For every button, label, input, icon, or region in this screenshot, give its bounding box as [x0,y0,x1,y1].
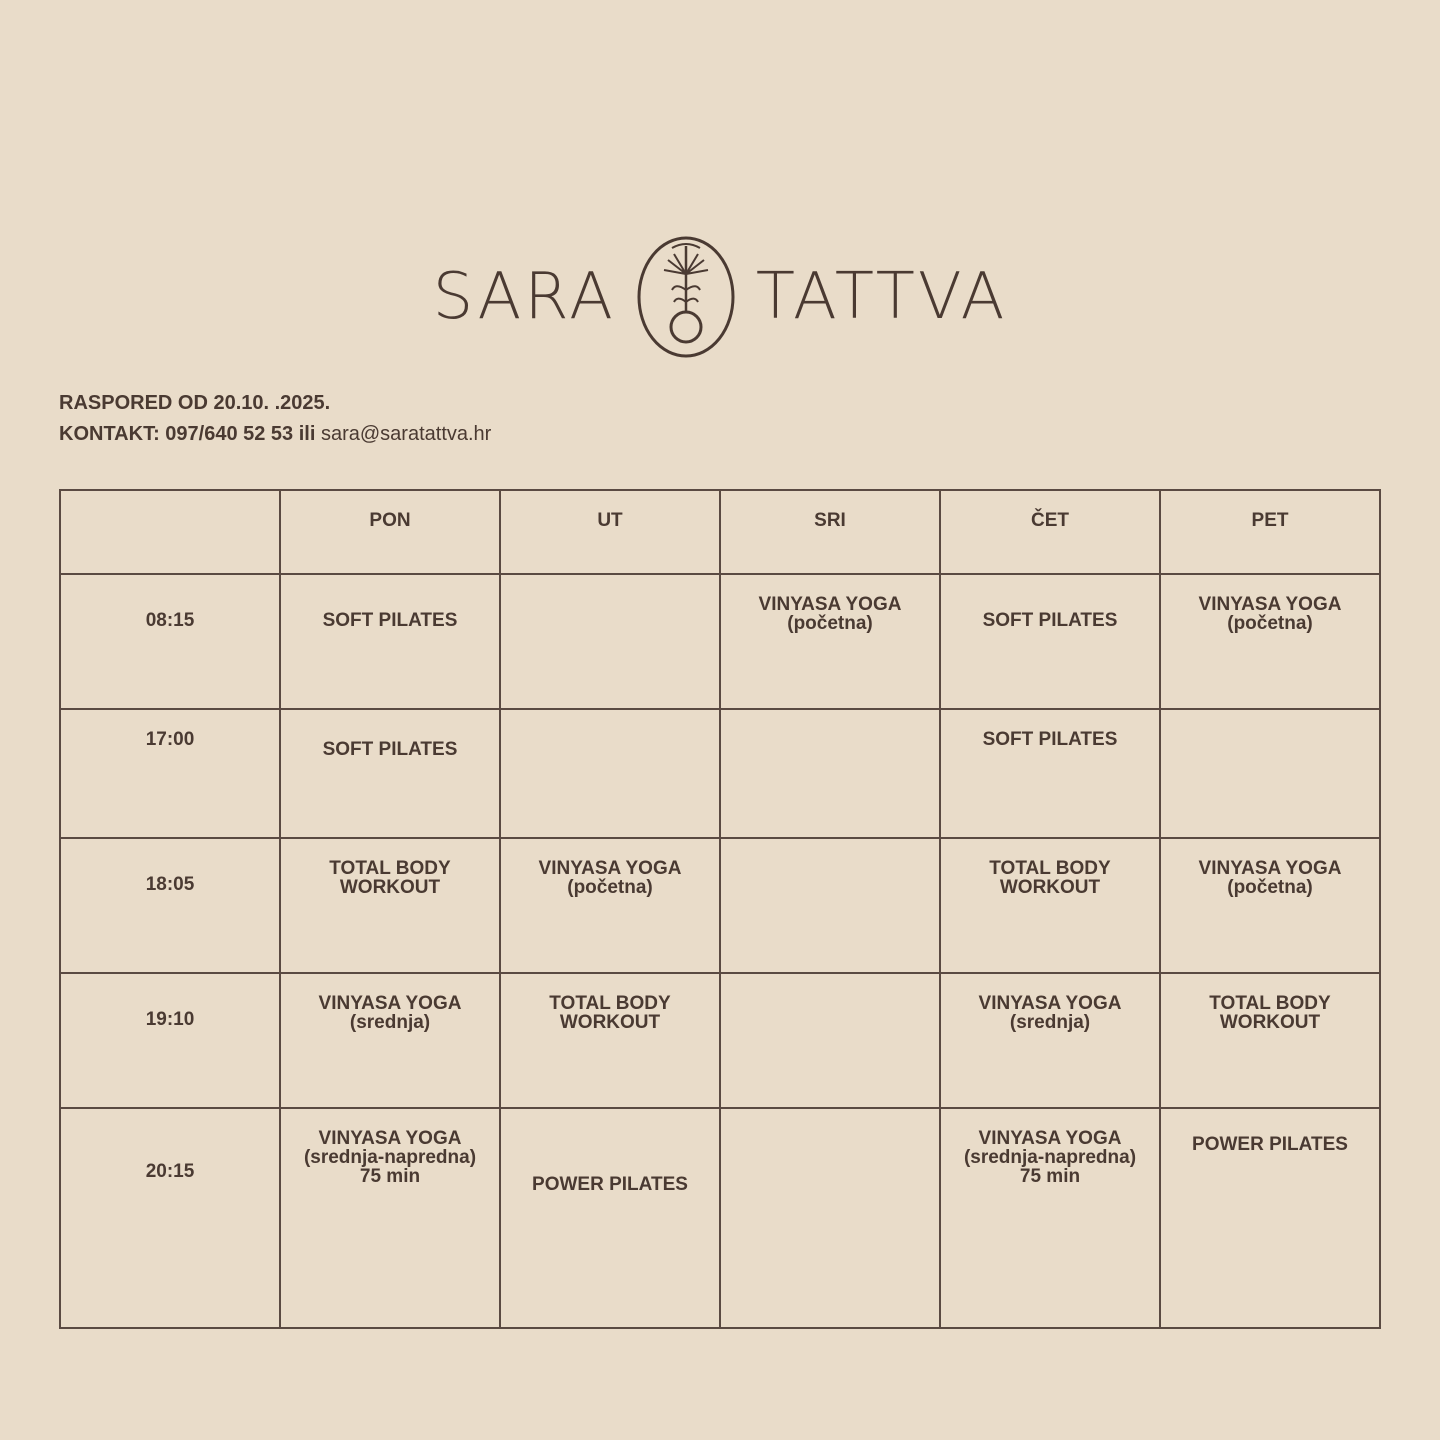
class-cell [280,709,500,838]
table-row [60,574,1380,709]
class-title: POWER PILATES [532,1174,688,1195]
class-level: WORKOUT [559,1012,661,1033]
class-cell [940,1108,1160,1328]
class-cell [500,709,720,838]
class-cell [500,574,720,709]
class-cell [720,574,940,709]
class-title: POWER PILATES [1192,1134,1348,1155]
class-cell [280,973,500,1108]
class-cell [940,838,1160,973]
class-title: TOTAL BODY [989,858,1111,879]
class-cell [500,838,720,973]
class-title: VINYASA YOGA [978,1128,1122,1149]
time-cell: 18:05 [60,838,280,973]
class-level: WORKOUT [339,877,441,898]
class-cell [720,973,940,1108]
table-row [60,838,1380,973]
class-duration: 75 min [1019,1166,1081,1187]
day-header: PET [1160,490,1380,574]
class-cell [940,973,1160,1108]
class-cell [720,1108,940,1328]
time-cell: 08:15 [60,574,280,709]
class-level: (početna) [787,613,873,634]
contact-label: KONTAKT: 097/640 52 53 ili [59,423,316,445]
time-cell: 20:15 [60,1108,280,1328]
class-cell [720,838,940,973]
class-cell [1160,709,1380,838]
class-title: VINYASA YOGA [758,594,902,615]
class-title: VINYASA YOGA [318,993,462,1014]
corner-cell [60,490,280,574]
class-title: SOFT PILATES [322,610,458,631]
table-header-row [60,490,1380,574]
contact-line [59,419,491,450]
class-title: SOFT PILATES [982,729,1118,750]
class-cell [1160,973,1380,1108]
class-level: (srednja-napredna) [303,1147,477,1168]
class-level: WORKOUT [999,877,1101,898]
class-cell [1160,838,1380,973]
class-cell [720,709,940,838]
class-title: VINYASA YOGA [318,1128,462,1149]
class-title: VINYASA YOGA [1198,594,1342,615]
class-title: TOTAL BODY [549,993,671,1014]
class-level: (srednja-napredna) [963,1147,1137,1168]
class-level: (početna) [567,877,653,898]
lotus-emblem-icon [634,234,738,360]
class-cell [280,1108,500,1328]
table-row [60,1108,1380,1328]
schedule-table [59,489,1381,1329]
class-title: SOFT PILATES [322,739,458,760]
class-cell [280,574,500,709]
contact-email: sara@saratattva.hr [320,423,492,445]
brand-name-left: SARA [432,260,616,334]
class-level: (srednja) [1009,1012,1091,1033]
class-cell [1160,1108,1380,1328]
class-level: (srednja) [349,1012,431,1033]
class-title: TOTAL BODY [329,858,451,879]
class-cell [940,709,1160,838]
class-cell [280,838,500,973]
schedule-date: RASPORED OD 20.10. .2025. [59,392,331,414]
class-cell [1160,574,1380,709]
brand-logo [0,232,1440,362]
table-row [60,973,1380,1108]
class-title: SOFT PILATES [982,610,1118,631]
day-header: SRI [720,490,940,574]
class-title: VINYASA YOGA [538,858,682,879]
class-cell [500,973,720,1108]
class-duration: 75 min [359,1166,421,1187]
class-cell [500,1108,720,1328]
time-cell: 17:00 [60,709,280,838]
day-header: PON [280,490,500,574]
class-title: VINYASA YOGA [978,993,1122,1014]
header-info [59,388,491,450]
class-level: (početna) [1227,877,1313,898]
day-header: ČET [940,490,1160,574]
class-title: TOTAL BODY [1209,993,1331,1014]
class-cell [940,574,1160,709]
day-header: UT [500,490,720,574]
class-title: VINYASA YOGA [1198,858,1342,879]
time-cell: 19:10 [60,973,280,1108]
class-level: WORKOUT [1219,1012,1321,1033]
brand-name-right: TATTVA [755,260,1008,334]
table-row [60,709,1380,838]
class-level: (početna) [1227,613,1313,634]
